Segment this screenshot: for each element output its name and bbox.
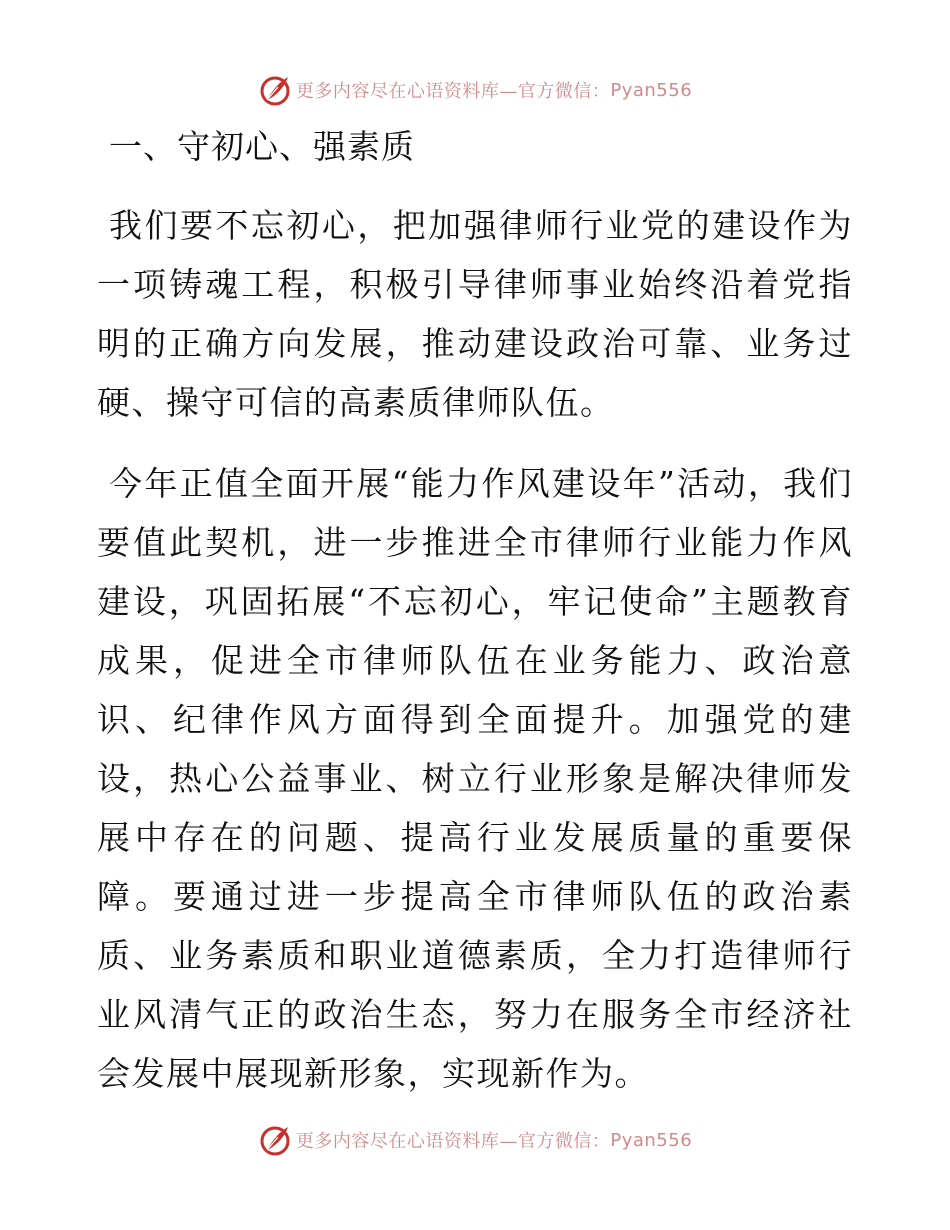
header-watermark xyxy=(0,70,950,110)
feather-pen-icon xyxy=(258,1123,292,1157)
paragraph: 我们要不忘初心，把加强律师行业党的建设作为一项铸魂工程，积极引导律师事业始终沿着党指明的正确方向发展，推动建设政治可靠、业务过硬、操守可信的高素质律师队伍。 xyxy=(97,206,853,422)
watermark-wechat-id: Pyan556 xyxy=(610,79,693,101)
document-body xyxy=(97,118,853,1125)
paragraph: 今年正值全面开展“能力作风建设年”活动，我们要值此契机，进一步推进全市律师行业能力作风建设，巩固拓展“不忘初心，牢记使命”主题教育成果，促进全市律师队伍在业务能力、政治意识、纪律作风方面得到全面提升。加强党的建设，热心公益事业、树立行业形象是解决律师发展中存在的问题、提高行业发展质量的重要保障。要通过进一步提高全市律师队伍的政治素质、业务素质和职业道德素质，全力打造律师行业风清气正的政治生态，努力在服务全市经济社会发展中展现新形象，实现新作为。 xyxy=(97,464,853,1093)
watermark-text: 更多内容尽在心语资料库—官方微信： xyxy=(295,81,611,102)
section-heading: 一、守初心、强素质 xyxy=(109,127,415,166)
feather-pen-icon xyxy=(258,73,292,107)
footer-watermark xyxy=(0,1120,950,1160)
watermark-text: 更多内容尽在心语资料库—官方微信： xyxy=(295,1131,611,1152)
watermark-wechat-id: Pyan556 xyxy=(610,1129,693,1151)
